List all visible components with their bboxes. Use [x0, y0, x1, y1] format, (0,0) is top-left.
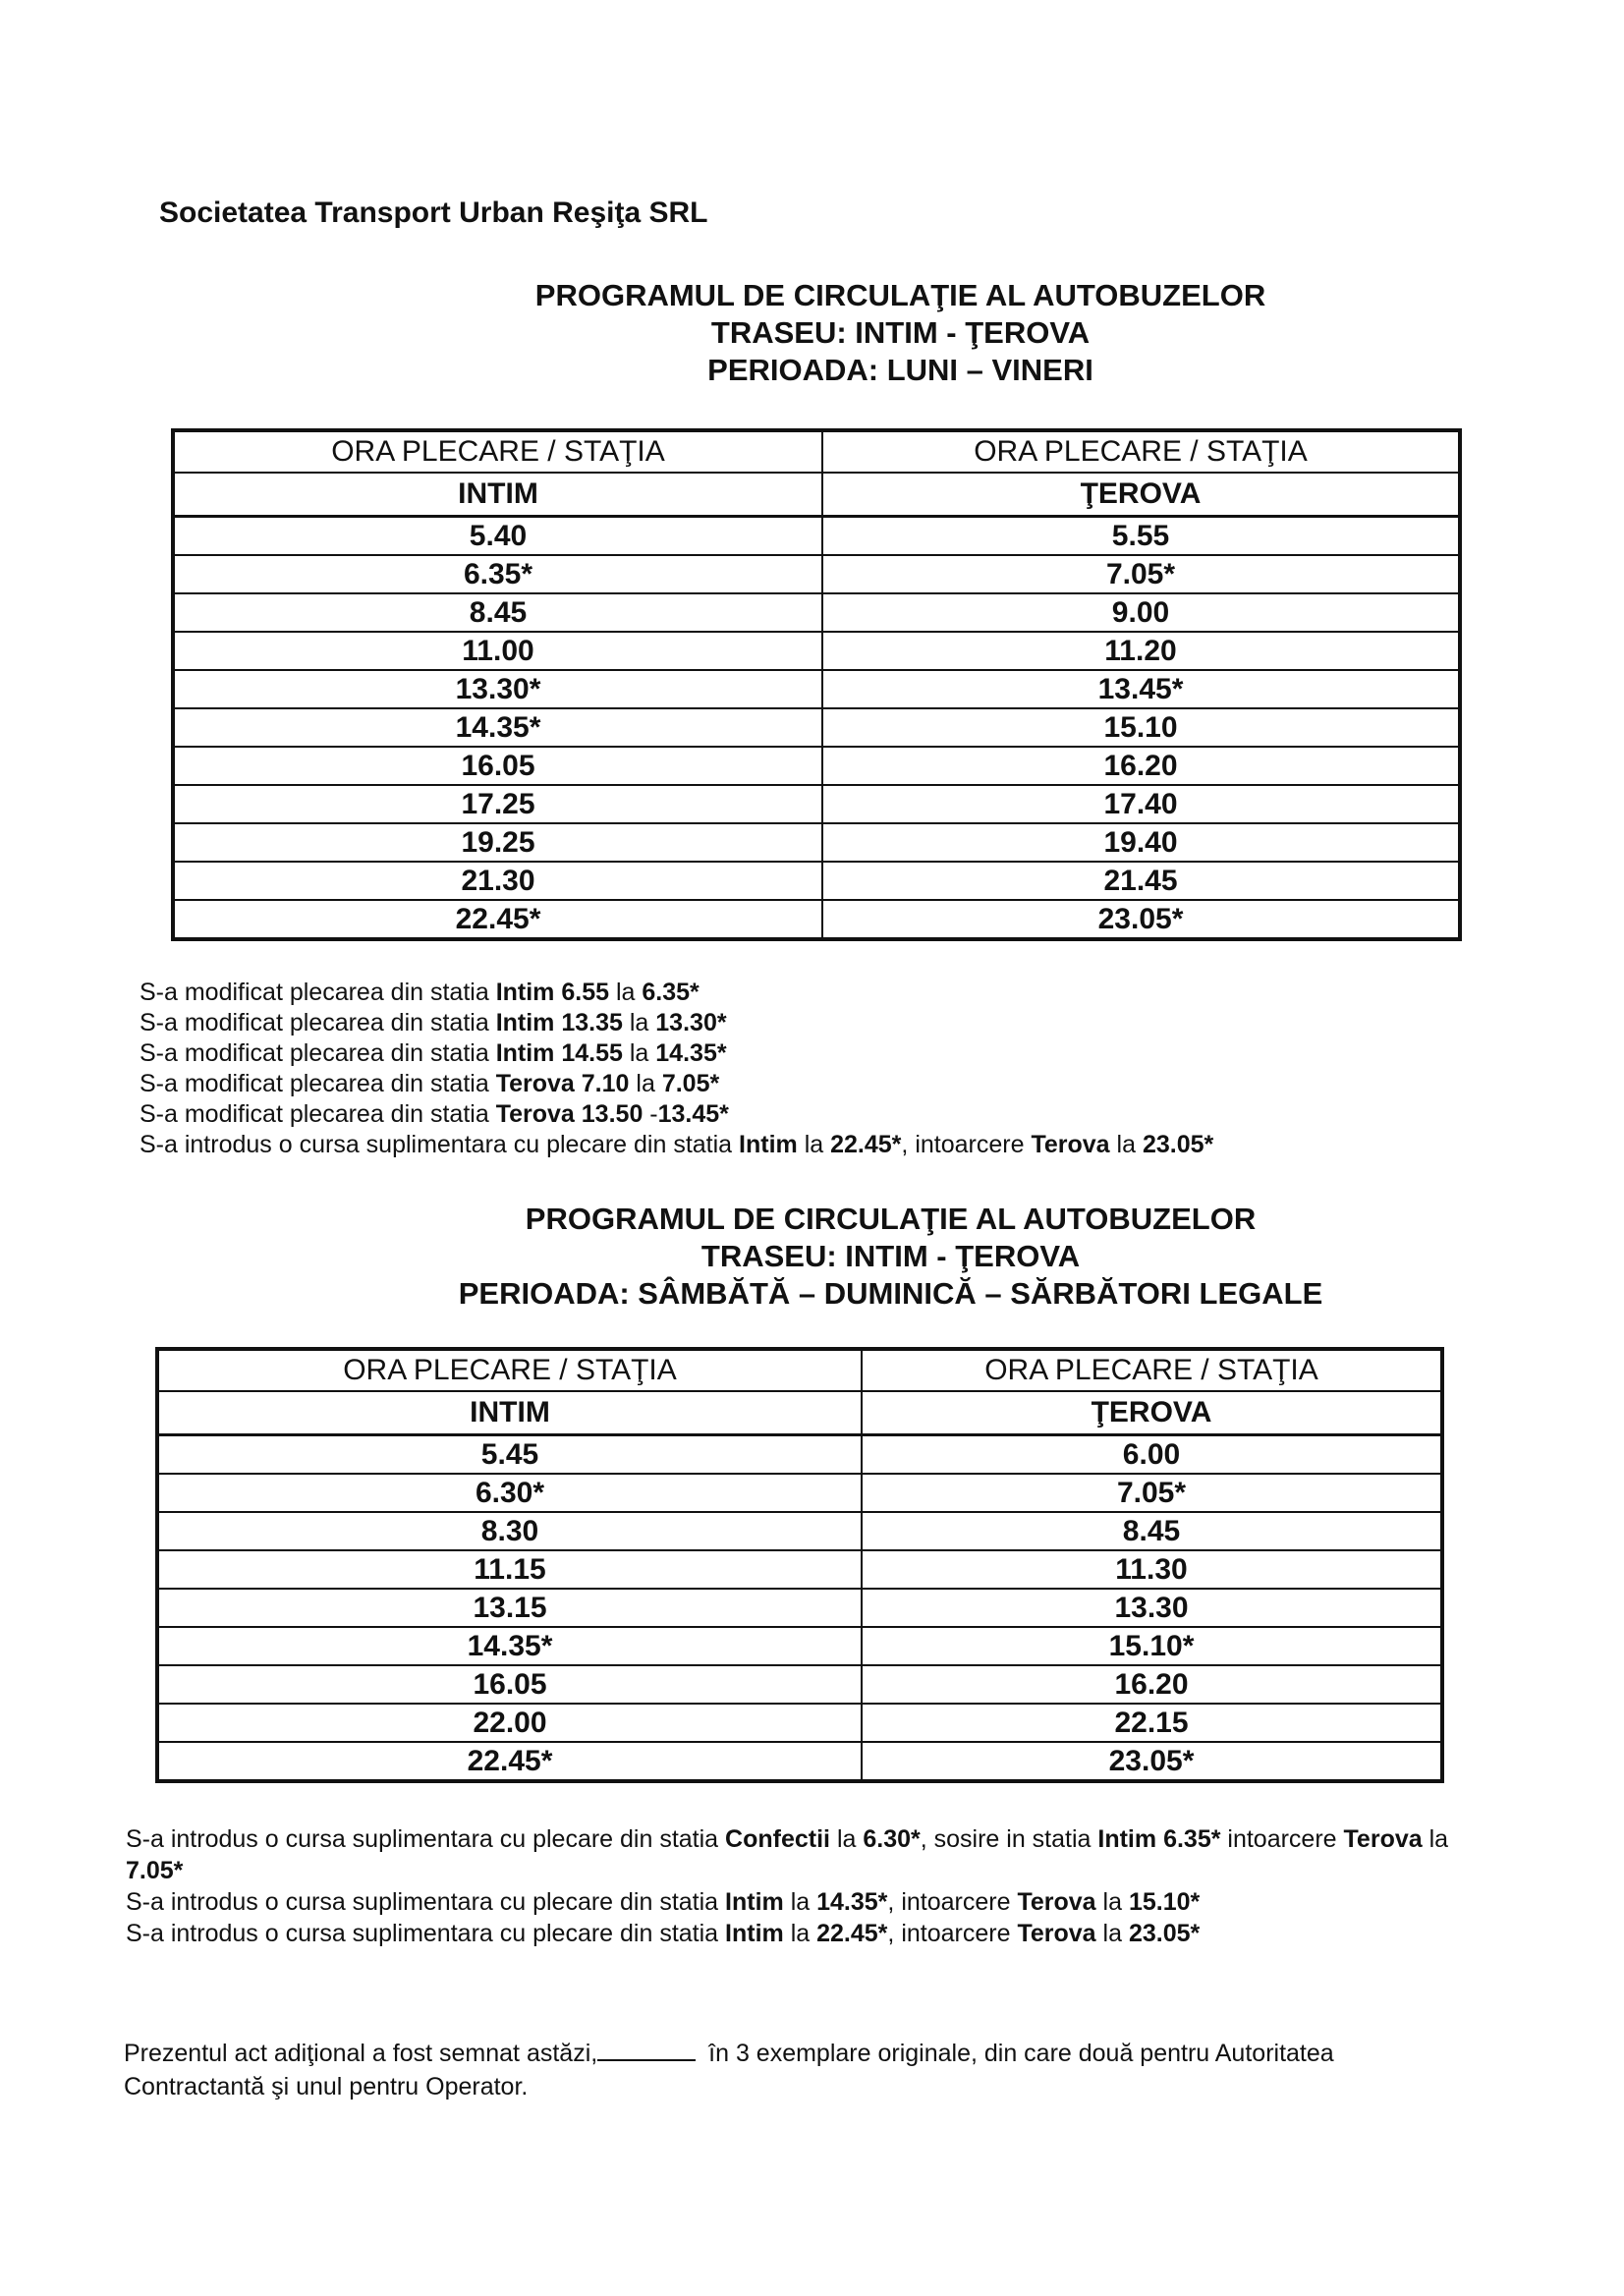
note-time: 6.35*: [1163, 1825, 1221, 1853]
intim-departure-time: 21.30: [173, 862, 822, 900]
note-old-time: 7.10: [581, 1070, 630, 1097]
note-stop: Intim: [495, 1039, 555, 1067]
footer-text-2: în 3 exemplare originale, din care două pentru Autoritatea Contractantă şi unul pentru Operator.: [124, 2040, 1334, 2100]
note-text: , sosire in statia: [920, 1825, 1098, 1853]
note-text: , intoarcere: [887, 1920, 1018, 1947]
note-text: la: [1422, 1825, 1449, 1853]
terova-departure-time: 21.45: [822, 862, 1460, 900]
note-text: la: [1095, 1888, 1129, 1916]
note-text: S-a modificat plecarea din statia: [140, 1009, 496, 1036]
intim-departure-time: 16.05: [157, 1665, 862, 1704]
weekend-notes: [126, 1823, 1462, 1949]
note-stop: Intim: [1097, 1825, 1157, 1853]
weekend-schedule-row: [157, 1474, 1442, 1512]
intim-departure-time: 13.30*: [173, 670, 822, 708]
weekend-heading-line3: PERIOADA: SÂMBĂTĂ – DUMINICĂ – SĂRBĂTORI LEGALE: [458, 1276, 1323, 1311]
terova-departure-time: 15.10*: [862, 1627, 1442, 1665]
weekday-schedule-row: [173, 593, 1460, 632]
note-highlight: 23.05*: [1142, 1131, 1214, 1158]
note-old-time: 6.55: [561, 979, 610, 1006]
intim-departure-time: 14.35*: [173, 708, 822, 747]
note-stop: Terova: [1017, 1888, 1096, 1916]
weekday-heading-line2: TRASEU: INTIM - ŢEROVA: [710, 315, 1091, 350]
weekend-schedule-row: [157, 1704, 1442, 1742]
weekend-heading-line2: TRASEU: INTIM - ŢEROVA: [700, 1239, 1081, 1273]
terova-departure-time: 13.30: [862, 1589, 1442, 1627]
intim-departure-time: 14.35*: [157, 1627, 862, 1665]
terova-departure-time: 15.10: [822, 708, 1460, 747]
weekday-schedule-row: [173, 708, 1460, 747]
weekend-schedule-row: [157, 1435, 1442, 1475]
note-new-time: 14.35*: [655, 1039, 727, 1067]
note-old-time: 13.35: [561, 1009, 623, 1036]
terova-departure-time: 23.05*: [822, 900, 1460, 939]
weekday-schedule-row: [173, 555, 1460, 593]
terova-departure-time: 22.15: [862, 1704, 1442, 1742]
note-text: la: [797, 1131, 831, 1158]
terova-departure-time: 11.30: [862, 1550, 1442, 1589]
intim-departure-time: 19.25: [173, 823, 822, 862]
intim-departure-time: 6.30*: [157, 1474, 862, 1512]
weekend-heading: [0, 1201, 1624, 1313]
note-highlight: Intim: [739, 1131, 798, 1158]
note-text: la: [609, 979, 643, 1006]
weekday-schedule-row: [173, 862, 1460, 900]
note-stop: Intim: [725, 1920, 784, 1947]
note-stop: Intim: [495, 1009, 555, 1036]
intim-departure-time: 6.35*: [173, 555, 822, 593]
weekday-note: [140, 1038, 1213, 1069]
company-name: Societatea Transport Urban Reşiţa SRL: [159, 196, 708, 229]
terova-departure-time: 9.00: [822, 593, 1460, 632]
note-text: la: [783, 1920, 817, 1947]
weekday-heading: [0, 277, 1624, 389]
note-new-time: 6.35*: [642, 979, 700, 1006]
weekday-heading-line3: PERIOADA: LUNI – VINERI: [707, 353, 1093, 387]
note-text: , intoarcere: [887, 1888, 1018, 1916]
weekday-stop-intim: INTIM: [173, 473, 822, 517]
note-stop: Terova: [495, 1100, 575, 1128]
note-text: S-a introdus o cursa suplimentara cu plecare din statia: [126, 1888, 726, 1916]
intim-departure-time: 11.00: [173, 632, 822, 670]
note-stop: Terova: [1017, 1920, 1096, 1947]
note-text: la: [783, 1888, 817, 1916]
note-new-time: 13.45*: [657, 1100, 729, 1128]
weekday-schedule-row: [173, 785, 1460, 823]
weekday-schedule-row: [173, 900, 1460, 939]
weekend-schedule-row: [157, 1627, 1442, 1665]
terova-departure-time: 16.20: [862, 1665, 1442, 1704]
note-stop: Intim: [725, 1888, 784, 1916]
terova-departure-time: 7.05*: [862, 1474, 1442, 1512]
weekend-schedule-row: [157, 1512, 1442, 1550]
note-new-time: 7.05*: [661, 1070, 720, 1097]
terova-departure-time: 16.20: [822, 747, 1460, 785]
note-text: la: [622, 1009, 656, 1036]
note-highlight: 22.45*: [830, 1131, 902, 1158]
weekday-col2-header: ORA PLECARE / STAŢIA: [822, 430, 1460, 473]
weekday-note: [140, 1099, 1213, 1130]
weekend-schedule-row: [157, 1742, 1442, 1781]
intim-departure-time: 8.30: [157, 1512, 862, 1550]
weekday-note: [140, 1008, 1213, 1038]
weekday-note: [140, 1069, 1213, 1099]
weekend-note: [126, 1823, 1462, 1886]
weekday-schedule-row: [173, 632, 1460, 670]
note-time: 22.45*: [816, 1920, 888, 1947]
weekday-schedule-row: [173, 670, 1460, 708]
intim-departure-time: 16.05: [173, 747, 822, 785]
weekend-col1-header: ORA PLECARE / STAŢIA: [157, 1349, 862, 1391]
footer-statement: [124, 2037, 1480, 2103]
note-time: 14.35*: [816, 1888, 888, 1916]
intim-departure-time: 22.45*: [173, 900, 822, 939]
note-time: 23.05*: [1128, 1920, 1201, 1947]
note-time: 6.30*: [863, 1825, 921, 1853]
weekend-heading-line1: PROGRAMUL DE CIRCULAŢIE AL AUTOBUZELOR: [525, 1202, 1257, 1236]
note-stop: Terova: [1343, 1825, 1423, 1853]
weekend-stop-intim: INTIM: [157, 1391, 862, 1435]
weekday-extra-note: [140, 1130, 1213, 1160]
note-old-time: 14.55: [561, 1039, 623, 1067]
note-text: S-a modificat plecarea din statia: [140, 979, 496, 1006]
note-text: la: [629, 1070, 662, 1097]
weekend-stop-terova: ŢEROVA: [862, 1391, 1442, 1435]
note-stop: Confectii: [725, 1825, 830, 1853]
terova-departure-time: 8.45: [862, 1512, 1442, 1550]
weekend-schedule-row: [157, 1589, 1442, 1627]
intim-departure-time: 5.45: [157, 1435, 862, 1475]
intim-departure-time: 5.40: [173, 517, 822, 556]
note-text: [575, 1070, 582, 1097]
weekday-col1-header: ORA PLECARE / STAŢIA: [173, 430, 822, 473]
note-text: -: [643, 1100, 658, 1128]
weekday-schedule-row: [173, 823, 1460, 862]
terova-departure-time: 6.00: [862, 1435, 1442, 1475]
weekday-notes: [140, 978, 1213, 1160]
weekend-schedule-row: [157, 1550, 1442, 1589]
signature-date-blank: [597, 2038, 696, 2061]
weekday-schedule-row: [173, 747, 1460, 785]
note-text: la: [1095, 1920, 1129, 1947]
note-text: [575, 1100, 582, 1128]
weekday-heading-line1: PROGRAMUL DE CIRCULAŢIE AL AUTOBUZELOR: [534, 278, 1266, 312]
note-text: , intoarcere: [901, 1131, 1032, 1158]
intim-departure-time: 22.45*: [157, 1742, 862, 1781]
note-text: S-a modificat plecarea din statia: [140, 1039, 496, 1067]
intim-departure-time: 11.15: [157, 1550, 862, 1589]
terova-departure-time: 17.40: [822, 785, 1460, 823]
terova-departure-time: 7.05*: [822, 555, 1460, 593]
note-text: S-a introdus o cursa suplimentara cu plecare din statia: [126, 1825, 726, 1853]
weekend-schedule-table: [155, 1347, 1444, 1783]
note-text: intoarcere: [1220, 1825, 1344, 1853]
note-text: S-a introdus o cursa suplimentara cu plecare din statia: [126, 1920, 726, 1947]
weekend-col2-header: ORA PLECARE / STAŢIA: [862, 1349, 1442, 1391]
note-text: S-a introdus o cursa suplimentara cu plecare din statia: [140, 1131, 740, 1158]
weekend-schedule-row: [157, 1665, 1442, 1704]
note-text: la: [1109, 1131, 1143, 1158]
weekday-schedule-table: [171, 428, 1462, 941]
note-text: S-a modificat plecarea din statia: [140, 1070, 496, 1097]
note-text: la: [830, 1825, 864, 1853]
note-stop: Terova: [495, 1070, 575, 1097]
note-highlight: Terova: [1031, 1131, 1110, 1158]
weekend-note: [126, 1886, 1462, 1918]
intim-departure-time: 8.45: [173, 593, 822, 632]
terova-departure-time: 19.40: [822, 823, 1460, 862]
note-old-time: 13.50: [581, 1100, 644, 1128]
terova-departure-time: 13.45*: [822, 670, 1460, 708]
terova-departure-time: 11.20: [822, 632, 1460, 670]
note-stop: Intim: [495, 979, 555, 1006]
terova-departure-time: 5.55: [822, 517, 1460, 556]
note-text: la: [622, 1039, 656, 1067]
weekday-note: [140, 978, 1213, 1008]
note-text: S-a modificat plecarea din statia: [140, 1100, 496, 1128]
weekday-stop-terova: ŢEROVA: [822, 473, 1460, 517]
weekend-note: [126, 1918, 1462, 1949]
intim-departure-time: 13.15: [157, 1589, 862, 1627]
note-time: 15.10*: [1128, 1888, 1201, 1916]
footer-text-1: Prezentul act adiţional a fost semnat astăzi,: [124, 2040, 598, 2067]
intim-departure-time: 22.00: [157, 1704, 862, 1742]
weekday-schedule-row: [173, 517, 1460, 556]
terova-departure-time: 23.05*: [862, 1742, 1442, 1781]
note-new-time: 13.30*: [655, 1009, 727, 1036]
intim-departure-time: 17.25: [173, 785, 822, 823]
note-time: 7.05*: [126, 1857, 184, 1884]
